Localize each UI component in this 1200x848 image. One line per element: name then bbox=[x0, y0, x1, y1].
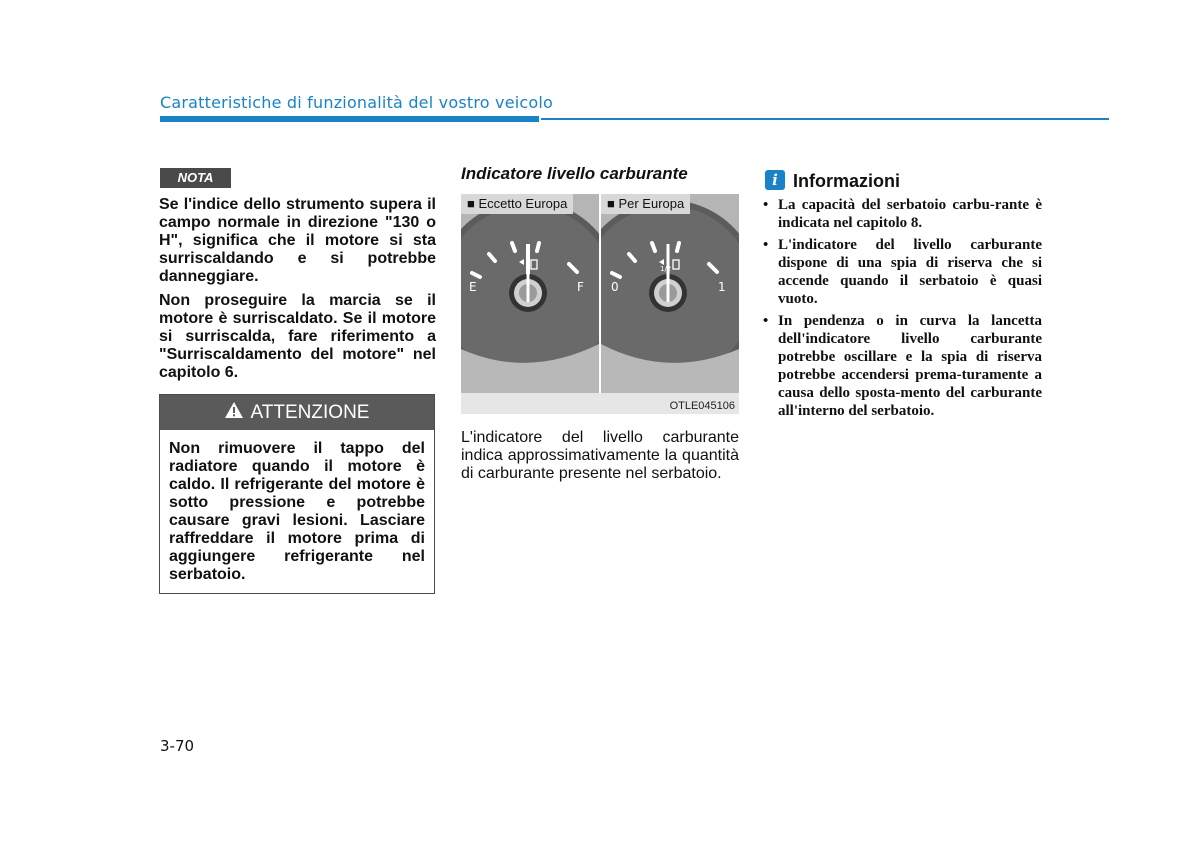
attention-body: Non rimuovere il tappo del radiatore quando il motore è caldo. Il refrigerante del motore è sotto pressione e potrebbe causare gravi lesioni. Lasciare raffreddare il motore prima di aggiungere refrigerante nel serbatoio. bbox=[169, 440, 425, 583]
svg-text:E: E bbox=[469, 280, 477, 294]
fuel-gauge-description: L'indicatore del livello carburante indica approssimativamente la quantità di carburante presente nel serbatoio. bbox=[461, 429, 739, 482]
nota-paragraph-1: Se l'indice dello strumento supera il campo normale in direzione "130 o H", significa che il motore si sta surriscaldando e si potrebbe danneggiare. bbox=[159, 196, 436, 285]
fuel-gauge-0-1-icon bbox=[601, 194, 739, 414]
section-header-title: Caratteristiche di funzionalità del vostro veicolo bbox=[160, 93, 554, 112]
fuel-gauge-section-title: Indicatore livello carburante bbox=[461, 164, 688, 183]
image-code-caption: OTLE045106 bbox=[461, 393, 739, 414]
gauge-label-per-europa: ■ Per Europa bbox=[601, 194, 690, 214]
warning-triangle-icon bbox=[225, 402, 243, 424]
gauge-image-eccetto-europa bbox=[461, 194, 599, 414]
page-number: 3-70 bbox=[160, 737, 195, 755]
attention-header bbox=[160, 395, 434, 430]
header-rule-thin bbox=[541, 118, 1109, 120]
info-item: • L'indicatore del livello carburante dispone di una spia di riserva che si accende quando il serbatoio è quasi vuoto. bbox=[760, 236, 1042, 308]
svg-text:F: F bbox=[577, 280, 584, 294]
nota-badge: NOTA bbox=[160, 168, 231, 188]
attention-box bbox=[159, 394, 435, 594]
attention-title: ATTENZIONE bbox=[250, 401, 370, 423]
svg-text:1/2: 1/2 bbox=[660, 265, 672, 273]
info-title: Informazioni bbox=[793, 171, 900, 191]
svg-text:0: 0 bbox=[611, 280, 619, 294]
gauge-image-per-europa bbox=[601, 194, 739, 414]
svg-text:1: 1 bbox=[718, 280, 726, 294]
info-icon: i bbox=[765, 170, 785, 190]
info-list bbox=[760, 196, 1042, 424]
nota-paragraph-2: Non proseguire la marcia se il motore è surriscaldato. Se il motore si surriscalda, fare riferimento a "Surriscaldamento del motore" nel capitolo 6. bbox=[159, 292, 436, 381]
info-item: • La capacità del serbatoio carbu-rante è indicata nel capitolo 8. bbox=[760, 196, 1042, 232]
fuel-gauge-e-f-icon bbox=[461, 194, 599, 414]
info-item: • In pendenza o in curva la lancetta dell'indicatore livello carburante potrebbe oscillare e la spia di riserva potrebbe accendersi prema-turamente a causa dello sposta-mento del carburante all'interno del serbatoio. bbox=[760, 312, 1042, 420]
header-rule-thick bbox=[160, 116, 539, 122]
gauge-label-eccetto-europa: ■ Eccetto Europa bbox=[461, 194, 573, 214]
